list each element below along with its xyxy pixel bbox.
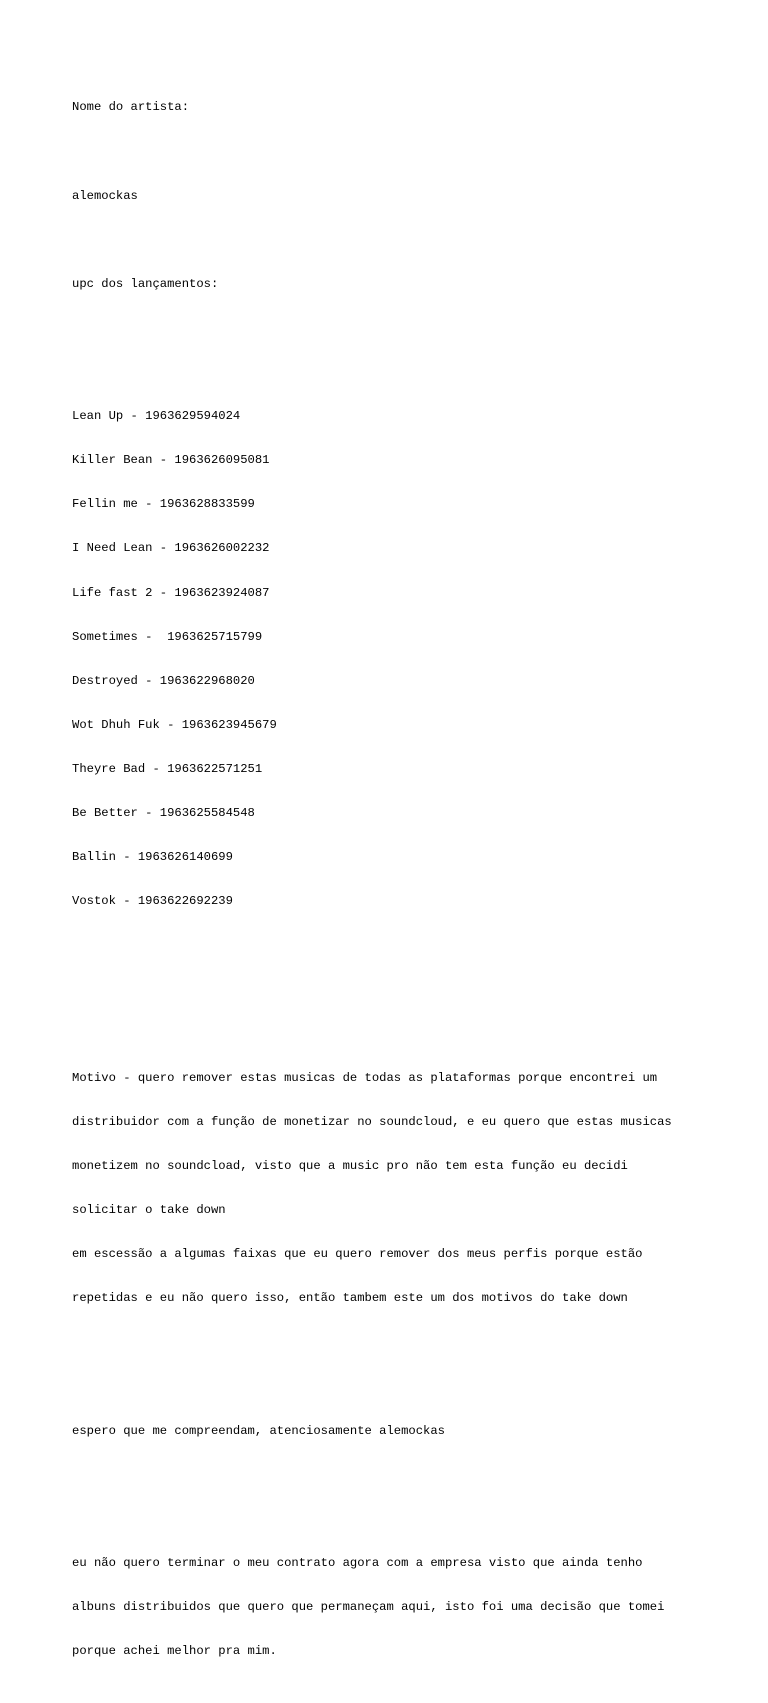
spacer <box>72 1468 732 1483</box>
spacer <box>72 983 732 998</box>
spacer <box>72 233 732 248</box>
contract-paragraph <box>72 1527 732 1689</box>
release-item: Fellin me - 1963628833599 <box>72 497 255 512</box>
paragraph-line: monetizem no soundcload, visto que a music pro não tem esta função eu decidi <box>72 1158 628 1173</box>
closing-line: espero que me compreendam, atenciosamente alemockas <box>72 1423 445 1438</box>
release-item: Killer Bean - 1963626095081 <box>72 453 270 468</box>
release-item: Vostok - 1963622692239 <box>72 894 233 909</box>
paragraph-line: em escessão a algumas faixas que eu quero remover dos meus perfis porque estão <box>72 1247 643 1262</box>
release-item: Lean Up - 1963629594024 <box>72 409 241 424</box>
paragraph-line: porque achei melhor pra mim. <box>72 1644 277 1659</box>
paragraph-line: repetidas e eu não quero isso, então tambem este um dos motivos do take down <box>72 1291 628 1306</box>
spacer <box>72 145 732 160</box>
paragraph-line: Motivo - quero remover estas musicas de todas as plataformas porque encontrei um <box>72 1070 658 1085</box>
release-item: Theyre Bad - 1963622571251 <box>72 762 263 776</box>
release-item: Sometimes - 1963625715799 <box>72 629 263 644</box>
release-item: Destroyed - 1963622968020 <box>72 673 255 688</box>
motivo-paragraph <box>72 1041 732 1335</box>
spacer <box>72 1380 732 1395</box>
paragraph-line: distribuidor com a função de monetizar no soundcloud, e eu quero que estas musicas <box>72 1114 672 1129</box>
paragraph-line: eu não quero terminar o meu contrato agora com a empresa visto que ainda tenho <box>72 1555 643 1570</box>
paragraph-line: solicitar o take down <box>72 1203 226 1218</box>
artist-name: alemockas <box>72 188 138 203</box>
artist-label: Nome do artista: <box>72 100 190 115</box>
document-body <box>72 71 732 1703</box>
release-item: Life fast 2 - 1963623924087 <box>72 585 270 600</box>
upc-label: upc dos lançamentos: <box>72 276 219 291</box>
release-item: I Need Lean - 1963626002232 <box>72 541 270 556</box>
release-item: Be Better - 1963625584548 <box>72 806 255 821</box>
spacer <box>72 321 732 336</box>
release-list <box>72 380 732 939</box>
release-item: Wot Dhuh Fuk - 1963623945679 <box>72 717 277 732</box>
paragraph-line: albuns distribuidos que quero que permaneçam aqui, isto foi uma decisão que tomei <box>72 1600 665 1615</box>
release-item: Ballin - 1963626140699 <box>72 850 233 865</box>
